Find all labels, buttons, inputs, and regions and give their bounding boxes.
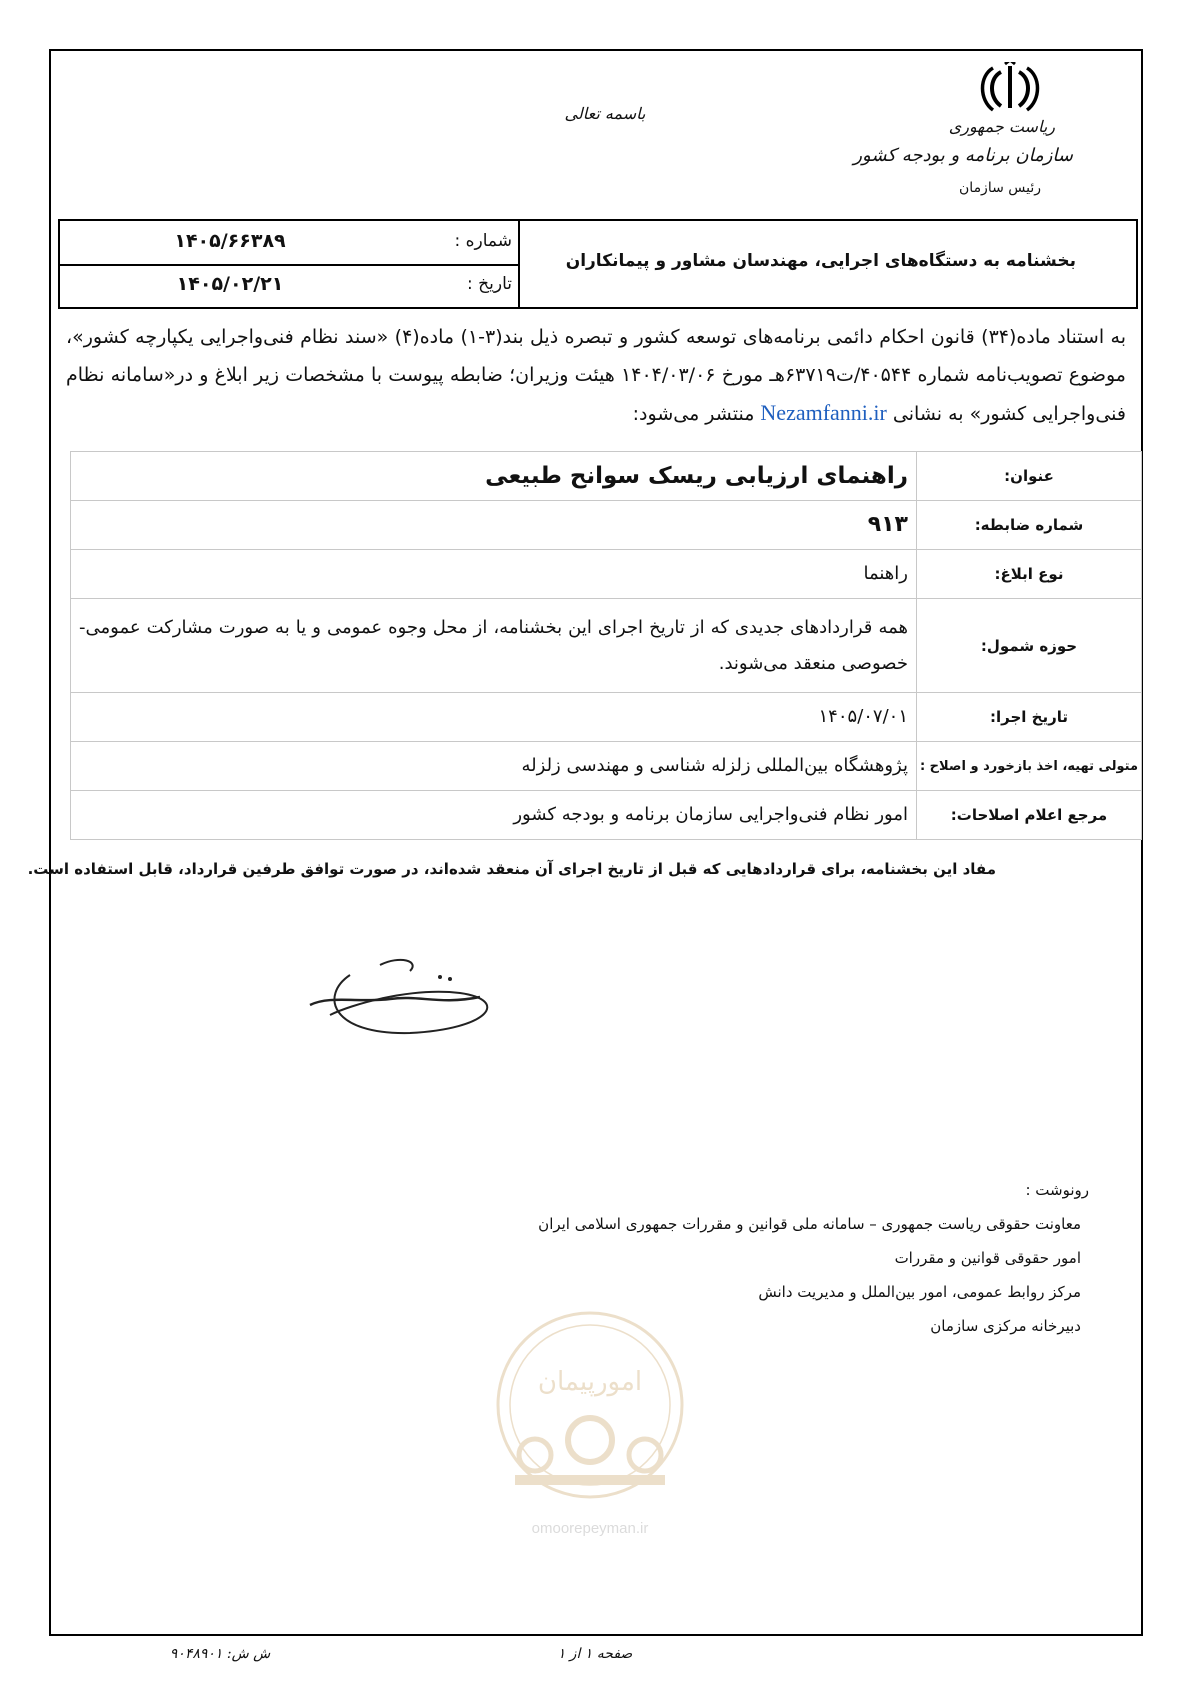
- table-row: [71, 599, 1142, 693]
- number-value: ۱۴۰۵/۶۶۳۸۹: [174, 230, 286, 252]
- date-value: ۱۴۰۵/۰۲/۲۱: [176, 273, 284, 295]
- cc-title: رونوشت :: [1025, 1181, 1089, 1199]
- page-number: صفحه ۱ از ۱: [557, 1646, 633, 1662]
- title-label: عنوان:: [917, 452, 1142, 501]
- watermark-brand: امورپیمان: [537, 1367, 643, 1397]
- serial-number: ش ش: ۹۰۴۸۹۰۱: [169, 1646, 271, 1662]
- applicability-note: مفاد این بخشنامه، برای قراردادهایی که قبل از تاریخ اجرای آن منعقد شده‌اند، در صورت توافق طرفین قرارداد، قابل استفاده است.: [27, 860, 996, 878]
- table-row: [71, 791, 1142, 840]
- code-number-label: شماره ضابطه:: [917, 501, 1142, 550]
- iran-emblem-icon: [975, 62, 1045, 114]
- intro-paragraph: [66, 318, 1126, 433]
- notice-type-label: نوع ابلاغ:: [917, 550, 1142, 599]
- table-row: [71, 693, 1142, 742]
- cc-item: دبیرخانه مرکزی سازمان: [930, 1317, 1081, 1335]
- watermark-logo: [490, 1305, 690, 1545]
- intro-text-end: منتشر می‌شود:: [632, 403, 755, 425]
- scope-label: حوزه شمول:: [917, 599, 1142, 693]
- table-row: [71, 501, 1142, 550]
- header-organization: سازمان برنامه و بودجه کشور: [853, 145, 1073, 166]
- custodian-label: متولی تهیه، اخذ بازخورد و اصلاح :: [917, 742, 1142, 791]
- table-row: [71, 452, 1142, 501]
- corrections-authority-label: مرجع اعلام اصلاحات:: [917, 791, 1142, 840]
- table-row: [71, 742, 1142, 791]
- table-row: [71, 550, 1142, 599]
- watermark-site: omoorepeyman.ir: [531, 1520, 649, 1537]
- date-row: [60, 264, 518, 307]
- invocation: باسمه تعالی: [564, 104, 646, 123]
- signature-image: [290, 955, 520, 1045]
- scope-value: همه قراردادهای جدیدی که از تاریخ اجرای این بخشنامه، از محل وجوه عمومی و یا به صورت مشارکت عمومی-خصوصی منعقد می‌شوند.: [71, 599, 917, 693]
- effective-date-value: ۱۴۰۵/۰۷/۰۱: [71, 693, 917, 742]
- number-row: [60, 221, 518, 266]
- title-value: راهنمای ارزیابی ریسک سوانح طبیعی: [71, 452, 917, 501]
- effective-date-label: تاریخ اجرا:: [917, 693, 1142, 742]
- header-presidency: ریاست جمهوری: [948, 117, 1055, 136]
- intro-text: به استناد ماده(۳۴) قانون احکام دائمی برنامه‌های توسعه کشور و تبصره ذیل بند(۳-۱) ماده(۴) «سند نظام فنی‌واجرایی یکپارچه کشور»، موضوع تصویب‌نامه شماره ۴۰۵۴۴/ت۶۳۷۱۹هـ مورخ ۱۴۰۴/۰۳/۰۶ هیئت وزیران؛ ضابطه پیوست با مشخصات زیر ابلاغ و در«سامانه نظام فنی‌واجرایی کشور» به نشانی: [66, 326, 1127, 425]
- cc-item: مرکز روابط عمومی، امور بین‌الملل و مدیریت دانش: [758, 1283, 1081, 1301]
- date-label: تاریخ :: [467, 274, 512, 294]
- code-number-value: ۹۱۳: [71, 501, 917, 550]
- number-date-panel: [60, 221, 520, 307]
- custodian-value: پژوهشگاه بین‌المللی زلزله شناسی و مهندسی زلزله: [71, 742, 917, 791]
- regulation-info-table: [70, 451, 1142, 840]
- letter-subject: بخشنامه به دستگاه‌های اجرایی، مهندسان مشاور و پیمانکاران: [565, 251, 1076, 271]
- header-head-title: رئیس سازمان: [959, 180, 1041, 196]
- letter-meta-box: [58, 219, 1138, 309]
- notice-type-value: راهنما: [71, 550, 917, 599]
- number-label: شماره :: [454, 231, 512, 251]
- cc-item: امور حقوقی قوانین و مقررات: [894, 1249, 1081, 1267]
- cc-item: معاونت حقوقی ریاست جمهوری – سامانه ملی قوانین و مقررات جمهوری اسلامی ایران: [538, 1215, 1081, 1233]
- corrections-authority-value: امور نظام فنی‌واجرایی سازمان برنامه و بودجه کشور: [71, 791, 917, 840]
- nezamfanni-link[interactable]: Nezamfanni.ir: [760, 400, 887, 425]
